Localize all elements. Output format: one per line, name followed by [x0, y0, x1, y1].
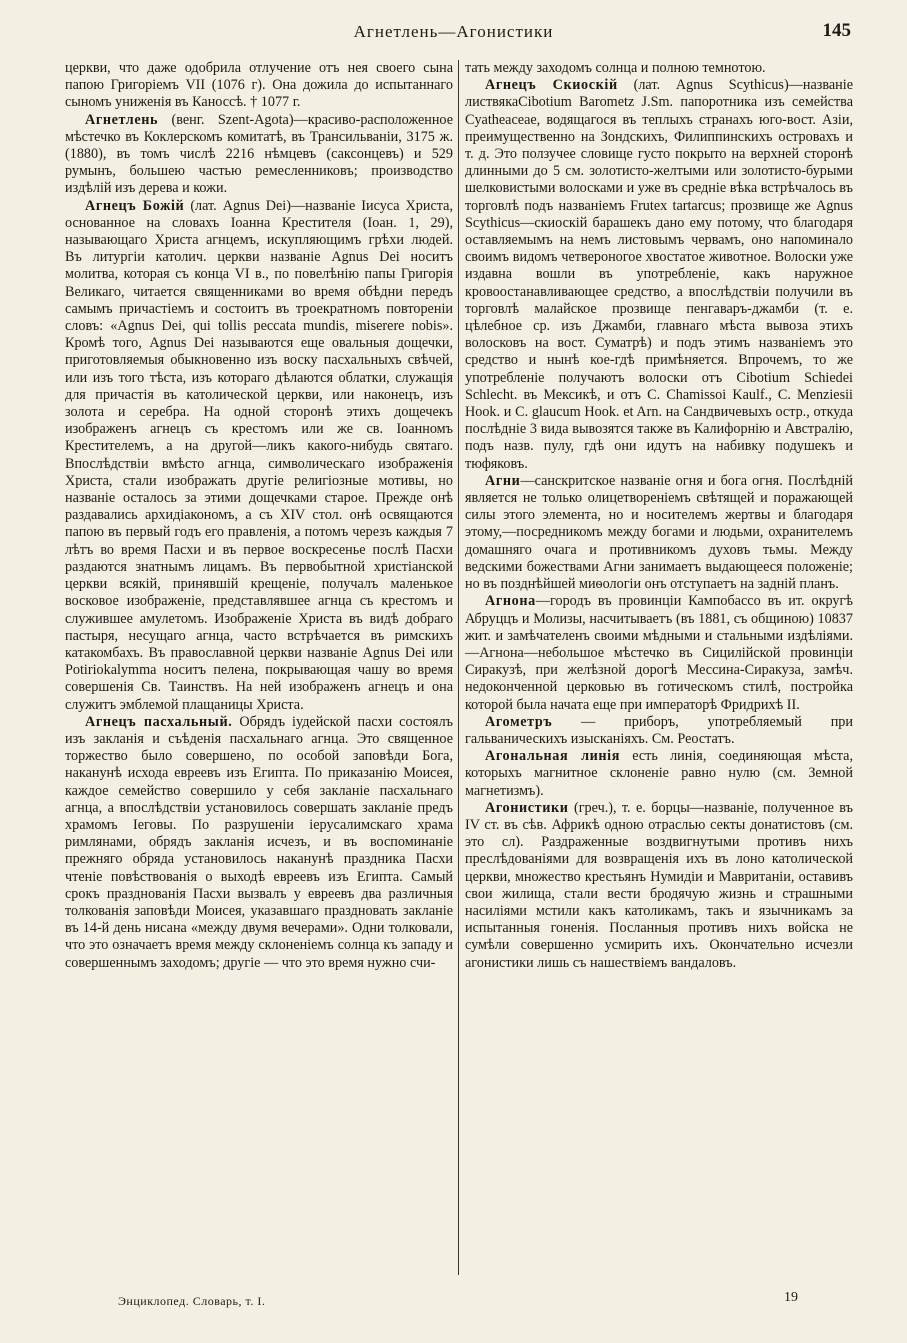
headword: Агни — [485, 472, 521, 489]
entry-agnets-skifskiy — [465, 77, 853, 473]
headword: Агнетлень — [85, 111, 159, 128]
running-header — [56, 22, 851, 48]
entry-agonistiki — [465, 800, 853, 972]
entry-agometr — [465, 714, 853, 748]
left-column — [65, 60, 453, 972]
entry-text: Обрядъ iудейской пасхи состоялъ изъ закланiя и съѣденiя пасхальнаго агнца. Это священное торжество было совершено, по особой заповѣди Бога, наканунѣ исхода евреевъ изъ Египта. По приказанiю Моисея, каждое семейство совершило у себя закланiе пасхальнаго агнца, а впослѣдствiи установилось совершать закланiе предъ храмомъ Iеговы. По разрушенiи iерусалимскаго храма римлянами, обрядъ закланiя исчезъ, и въ воспоминанiе прежняго обряда установилось наканунѣ праздника Пасхи чтенiе повѣствованiя о выходѣ евреевъ изъ Египта. Самый срокъ празднованiя Пасхи вызвалъ у евреевъ два различныя толкованiя заповѣди Моисея, указавшаго праздновать закланiе въ 14-й день нисана «между двумя вечерами». Одни толковали, что это означаетъ время между склоненiемъ солнца къ западу и совершеннымъ заходомъ; другiе — что это время нужно счи- — [65, 713, 453, 971]
entry-text: —городъ въ провинцiи Кампобассо въ ит. округѣ Абруццъ и Молизы, насчитываетъ (въ 1881, съ общиною) 10837 жит. и замѣчателенъ своими мѣдными и стальными издѣлiями.—Агнона—небольшое мѣстечко въ Сицилiйской провинцiи Сиракузѣ, при желѣзной дорогѣ Мессина-Сиракуза, замѣч. недоконченной церковью въ готическомъ стилѣ, постройка которой была начата еще при императорѣ Фридрихѣ II. — [465, 593, 853, 713]
headword: Агнецъ пасхальный. — [85, 713, 233, 730]
headword: Агональная линiя — [485, 748, 620, 765]
page-number: 145 — [822, 20, 851, 41]
header-title: Агнетлень—Агонистики — [353, 22, 554, 41]
paragraph-continued: тать между заходомъ солнца и полною темнотою. — [465, 60, 766, 76]
entry-text: —санскритское названiе огня и бога огня. Послѣднiй является не только олицетворенiемъ свѣтящей и поражающей силы этого элемента, но и носителемъ жертвы и благодаря этому,—посредникомъ между богами и людьми, охранителемъ домашняго очага и противникомъ духовъ тьмы. Между ведскими божествами Агни занимаетъ выдающееся положенiе; но въ позднѣйшей миѳологiи онъ отступаетъ на заднiй планъ. — [465, 472, 853, 593]
entry-agnets-bozhiy — [65, 198, 453, 714]
entry-text: (лат. Agnus Scythicus)—названiе листвякаCibotium Barometz J.Sm. папоротника изъ семейства Cyatheaceae, водящагося въ теплыхъ странахъ юго-вост. Азiи, преимущественно на Зондскихъ, Филиппинскихъ островахъ и т. д. Это ползучее словище густо покрыто на верхней сторонѣ длинными до 5 см. золотисто-желтыми или золотисто-бурыми шелковистыми волосками и уже въ среднiе вѣка встрѣчалось въ торговлѣ подъ названiемъ Frutex tartarcus; прозвище же Agnus Scythicus—скиоскiй барашекъ дано ему потому, что благодаря оставляемымъ на немъ листовымъ червамъ, оно напоминало своимъ видомъ четвероногое хвостатое животное. Волоски уже издавна вошли въ употребленiе, какъ наружное кровоостанавливающее средство, а впослѣдствiи получили въ торговлѣ малайское прозвище пенгаваръ-джамби (т. е. цѣлебное ср. изъ Джамби, главнаго мѣста вывоза этихъ волосковъ на вост. Суматрѣ) и подъ этимъ названiемъ это средство и нынѣ кое-гдѣ примѣняется. Впрочемъ, то же употребленiе получаютъ волоски отъ Cibotium Schiedei Schlecht. въ Мексикѣ, и отъ C. Chamissoi Kaulf., C. Menziesii Hook. и C. glaucum Hook. et Arn. на Сандвичевыхъ остр., откуда послѣднiе 3 вида вывозятся также въ Калифорнiю и Австралiю, подъ назв. пулу, гдѣ они идутъ на набивку подушекъ и тюфяковъ. — [465, 77, 853, 472]
entry-agni — [465, 473, 853, 593]
entry-text: — приборъ, употребляемый при гальваническихъ изысканiяхъ. См. Реостатъ. — [465, 713, 853, 747]
right-column — [465, 60, 853, 972]
entry-text: (греч.), т. е. борцы—названiе, полученное въ IV ст. въ сѣв. Африкѣ одною отраслью секты донатистовъ (см. это сл). Раздраженные воздвигнутыми противъ нихъ преслѣдованiями для возвращенiя ихъ въ лоно католической церкви, множество крестьянъ Нумидiи и Мавританiи, оставивъ свои жилища, стали вести бродячую жизнь и страшными насилiями мстили какъ католикамъ, такъ и язычникамъ за испытанныя гоненiя. Посланныя противъ нихъ войска не сумѣли совершенно усмирить ихъ. Окончательно исчезли агонистики лишь съ нашествiемъ вандаловъ. — [465, 799, 853, 971]
entry-text: (венг. Szent-Agota)—красиво-расположенное мѣстечко въ Коклерскомъ комитатѣ, въ Трансильванiи, 3175 ж. (1880), въ томъ числѣ 2216 нѣмцевъ (саксонцевъ) и 529 румынъ, большею частью ремесленниковъ; производство издѣлiй изъ дерева и кожи. — [65, 111, 453, 197]
headword: Агометръ — [485, 713, 553, 730]
headword: Агнона — [485, 593, 536, 610]
entry-agonalnaya-liniya — [465, 748, 853, 800]
footer-sheet-number: 19 — [784, 1290, 798, 1305]
headword: Агнецъ Скиоскiй — [485, 77, 618, 94]
paragraph-continued: церкви, что даже одобрила отлучение отъ нея своего сына папою Григорiемъ VII (1076 г). Она дожила до испытаннаго сыномъ униженiя въ Каноссѣ. † 1077 г. — [65, 60, 453, 111]
entry-agnets-paskhalny — [65, 714, 453, 972]
entry-agnona — [465, 593, 853, 713]
headword: Агонистики — [485, 799, 569, 816]
entry-text: (лат. Agnus Dei)—названiе Iисуса Христа, основанное на словахъ Iоанна Крестителя (Iоан. 1, 29), называющаго Христа агнцемъ, искупляющимъ грѣхи людей. Въ литургiи католич. церкви названiе Agnus Dei носитъ молитва, которая съ конца VI в., по повелѣнiю папы Григорiя Великаго, читается священниками во время обѣдни передъ самымъ причастiемъ и состоитъ въ троекратномъ повторенiи словъ: «Agnus Dei, qui tollis peccata mundis, miserere nobis». Кромѣ того, Agnus Dei называются еще овальныя дощечки, приготовляемыя обыкновенно изъ воску пасхальныхъ свѣчей, или изъ того тѣста, изъ котораго дѣлаются облатки, служащiя для причастiя въ католической церкви, или наконецъ, изъ золота и серебра. На одной сторонѣ этихъ дощечекъ изображенъ агнецъ съ крестомъ или же св. Iоанномъ Крестителемъ, а на другой—ликъ какого-нибудь святаго. Впослѣдствiи вмѣсто агнца, символическаго изображенiя Христа, стали изображать другiе религiозные мотивы, но названiе осталось за этими дощечками старое. Прежде онѣ раздавались архидiакономъ, а съ XIV стол. онѣ освящаются папою въ первый годъ его правленiя, а потомъ черезъ каждыя 7 лѣтъ во время Пасхи и въ первое воскресенье послѣ Пасхи раздаются знатнымъ лицамъ. Въ первобытной христiанской церкви всякiй, принявшiй крещенiе, получалъ маленькое восковое изображенiе, представлявшее агнца съ крестомъ и служившее амулетомъ. Изображенiе Христа въ видѣ добраго пастыря, несущаго агнца, часто встрѣчается въ римскихъ катакомбахъ. Въ православной церкви названiе Agnus Dei или Potiriokalymma носитъ пелена, покрывающая чашу во время совершенiя Св. Таинствъ. На ней изображенъ агнецъ и она служитъ эмблемой плащаницы Христа. — [65, 197, 453, 713]
footer-signature: Энциклопед. Словарь, т. I. — [118, 1294, 266, 1308]
headword: Агнецъ Божiй — [85, 197, 185, 214]
column-divider — [458, 60, 459, 1275]
entry-text: есть линiя, соединяющая мѣста, которыхъ магнитное склоненiе равно нулю (см. Земной магнетизмъ). — [465, 748, 853, 799]
entry-agnetlen — [65, 112, 453, 198]
